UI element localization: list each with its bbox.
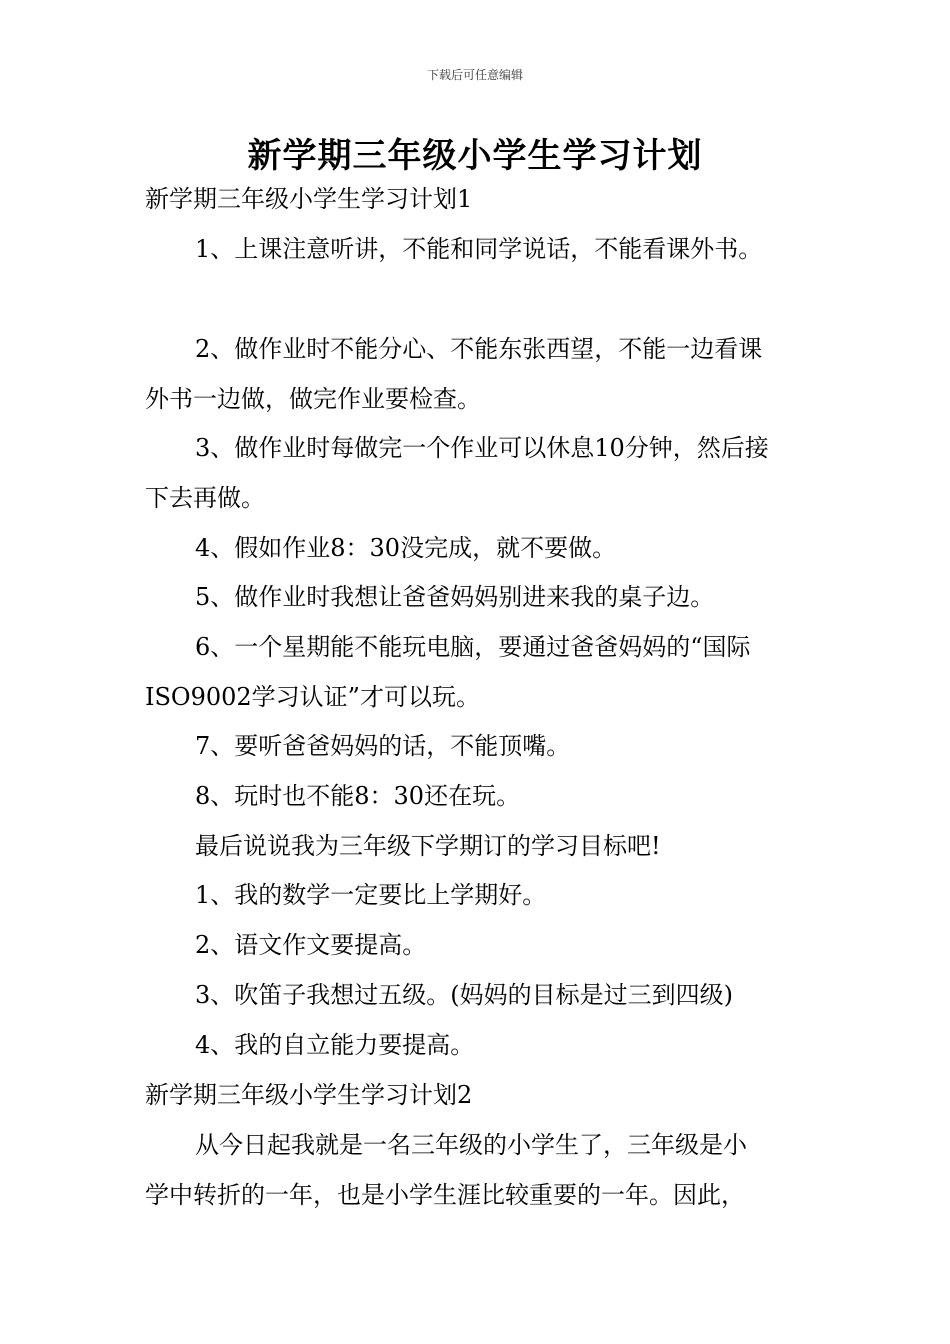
paragraph-line: 4、我的自立能力要提高。 (195, 1031, 475, 1059)
paragraph-line: 从今日起我就是一名三年级的小学生了，三年级是小 (195, 1131, 747, 1159)
document-title: 新学期三年级小学生学习计划 (247, 136, 703, 176)
paragraph-line: 7、要听爸爸妈妈的话，不能顶嘴。 (195, 732, 571, 760)
paragraph-line: 4、假如作业8：30没完成，就不要做。 (195, 534, 617, 562)
paragraph-line: 2、做作业时不能分心、不能东张西望，不能一边看课 (195, 335, 763, 363)
section-heading-1: 新学期三年级小学生学习计划1 (145, 185, 473, 213)
section-heading-2: 新学期三年级小学生学习计划2 (145, 1081, 473, 1109)
paragraph-line: 最后说说我为三年级下学期订的学习目标吧! (195, 832, 661, 860)
paragraph-line: 6、一个星期能不能玩电脑，要通过爸爸妈妈的“国际 (195, 633, 751, 661)
paragraph-line: 1、我的数学一定要比上学期好。 (195, 881, 547, 909)
paragraph-line: 2、语文作文要提高。 (195, 931, 427, 959)
paragraph-line: 1、上课注意听讲，不能和同学说话，不能看课外书。 (195, 235, 763, 263)
paragraph-line: 外书一边做，做完作业要检查。 (145, 385, 481, 413)
paragraph-line: 5、做作业时我想让爸爸妈妈别进来我的桌子边。 (195, 583, 715, 611)
header-note: 下载后可任意编辑 (426, 68, 523, 82)
paragraph-line: 下去再做。 (145, 484, 265, 512)
paragraph-line: 8、玩时也不能8：30还在玩。 (195, 782, 521, 810)
paragraph-line: ISO9002学习认证”才可以玩。 (145, 683, 480, 711)
paragraph-line: 3、做作业时每做完一个作业可以休息10分钟，然后接 (195, 434, 769, 462)
paragraph-line: 学中转折的一年，也是小学生涯比较重要的一年。因此， (145, 1181, 745, 1209)
paragraph-line: 3、吹笛子我想过五级。(妈妈的目标是过三到四级) (195, 981, 733, 1009)
